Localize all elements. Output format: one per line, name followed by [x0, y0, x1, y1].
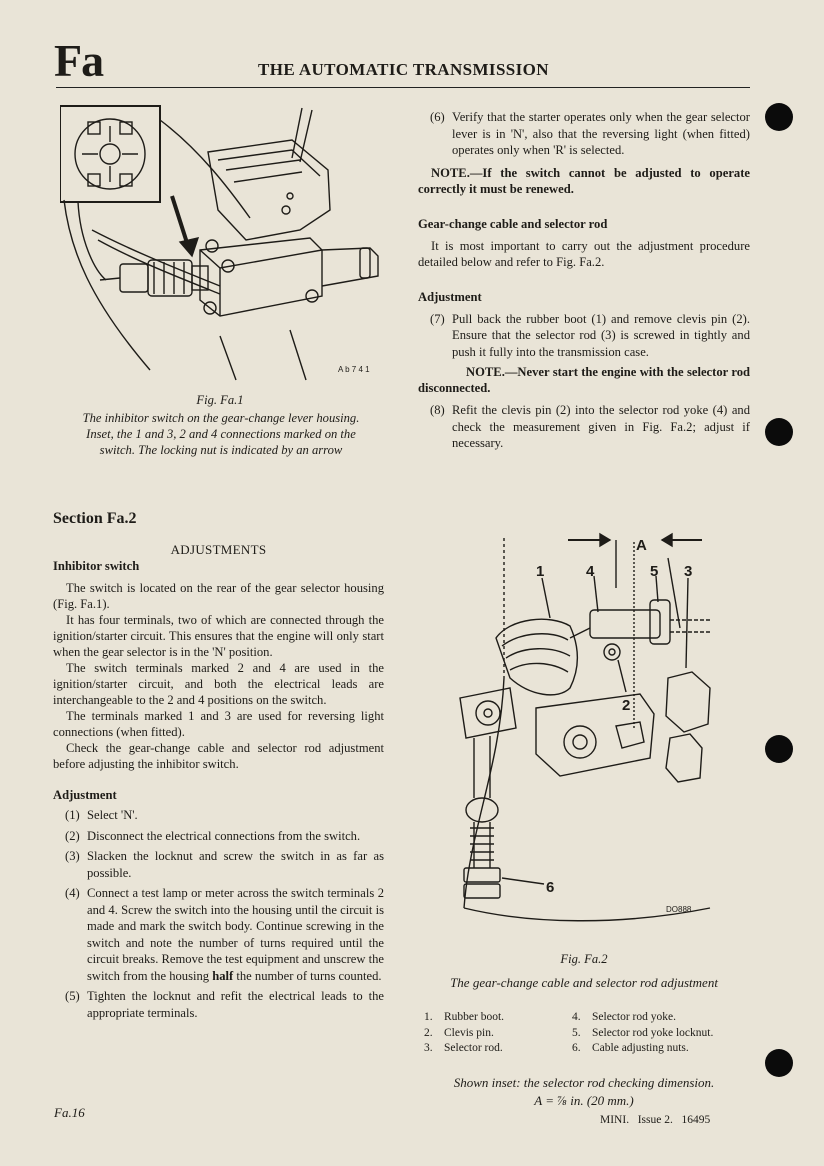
binder-hole-4 [765, 1049, 793, 1077]
step-text: Select 'N'. [87, 808, 138, 822]
step-text: Verify that the starter operates only when the gear selector lever is in 'N', also that the reversing light (when fitted) operates only when 'R' is selected. [452, 110, 750, 157]
figure-2-label: Fig. Fa.2 [560, 952, 608, 966]
step-number: (4) [65, 886, 80, 900]
page-number: Fa.16 [54, 1105, 85, 1120]
step-number: (6) [430, 110, 445, 124]
figure-2-illustration [440, 528, 720, 930]
callout-6: 6 [546, 879, 555, 896]
paragraph: Check the gear-change cable and selector rod adjustment before adjusting the inhibitor switch. [53, 741, 384, 771]
inset-note: Shown inset: the selector rod checking dimension. [453, 1075, 715, 1090]
emphasis-half: half [212, 968, 234, 983]
paragraph: It is most important to carry out the adjustment procedure detailed below and refer to Fig. Fa.2. [418, 238, 750, 269]
list-item [418, 311, 750, 361]
legend-number: 4. [572, 1011, 581, 1023]
figure-1-caption-line: switch. The locking nut is indicated by an arrow [99, 443, 343, 457]
figure-1-label: Fig. Fa.1 [196, 393, 244, 407]
paragraph: It has four terminals, two of which are connected through the ignition/starter circuit. This ensures that the engine will only start when the gear selector is in the 'N' position. [53, 613, 384, 659]
legend-number: 3. [424, 1042, 433, 1054]
binder-hole-1 [765, 103, 793, 131]
step-text: Refit the clevis pin (2) into the selector rod yoke (4) and check the measurement given in Fig. Fa.2; adjust if necessary. [452, 403, 750, 450]
list-item [65, 848, 384, 881]
step-number: (7) [430, 311, 445, 326]
paragraph: The switch terminals marked 2 and 4 are used in the ignition/starter circuit, and both the electrical leads are interchangeable to the 2 and 4 positions on the switch. [53, 661, 384, 707]
paragraph: The switch is located on the rear of the gear selector housing (Fig. Fa.1). [53, 581, 384, 611]
steps-list [53, 807, 384, 1021]
figure-2-legend [424, 1010, 754, 1057]
figure-1-caption-line: The inhibitor switch on the gear-change lever housing. [82, 411, 360, 425]
cable-heading: Gear-change cable and selector rod [418, 216, 608, 231]
legend-number: 6. [572, 1042, 581, 1054]
legend-text: Selector rod yoke locknut. [592, 1026, 714, 1039]
step-number: (2) [65, 828, 80, 843]
figure-1-caption-line: Inset, the 1 and 3, 2 and 4 connections marked on the [86, 427, 356, 441]
publication-info: MINI. Issue 2. 16495 [600, 1114, 711, 1126]
running-title: THE AUTOMATIC TRANSMISSION [258, 60, 549, 79]
section-tag: Fa [54, 35, 104, 86]
callout-2: 2 [622, 697, 631, 714]
adjustment-heading: Adjustment [418, 289, 482, 304]
callout-3: 3 [684, 563, 693, 580]
inset-dimension: A = ⅞ in. (20 mm.) [534, 1093, 634, 1108]
legend-number: 1. [424, 1011, 433, 1023]
step-text: Slacken the locknut and screw the switch in as far as possible. [87, 849, 384, 880]
header-rule [56, 87, 750, 88]
legend-item [572, 1026, 713, 1042]
figure-1-code: A b 7 4 1 [338, 365, 370, 374]
legend-item [572, 1041, 713, 1057]
list-item [418, 402, 750, 452]
legend-item [572, 1010, 713, 1026]
legend-text: Clevis pin. [444, 1026, 494, 1039]
step-text-part: Connect a test lamp or meter across the switch terminals 2 and 4. Screw the switch into the housing until the circuit is made and mark the switch body. Continue screwing in the switch and note the number of turns required until the circuit breaks. Remove the test equipment and unscrew the switch from the housing [87, 886, 384, 983]
step-text: Disconnect the electrical connections from the switch. [87, 828, 361, 843]
step-number: (3) [65, 849, 80, 863]
left-column [53, 510, 384, 1025]
inhibitor-switch-heading: Inhibitor switch [53, 559, 140, 573]
legend-text: Rubber boot. [444, 1011, 505, 1023]
legend-text: Selector rod yoke. [592, 1011, 676, 1023]
legend-item [424, 1010, 572, 1026]
adjustment-heading: Adjustment [53, 788, 117, 802]
figure-1-caption [56, 410, 386, 458]
step-text-part: the number of turns counted. [233, 968, 382, 983]
list-item [65, 807, 384, 824]
callout-4: 4 [586, 563, 595, 580]
legend-item [424, 1026, 572, 1042]
legend-text: Cable adjusting nuts. [592, 1042, 689, 1054]
step-number: (1) [65, 808, 80, 822]
step-text [87, 885, 384, 984]
section-heading: Section Fa.2 [53, 510, 137, 527]
right-column [418, 109, 750, 456]
figure-2-caption: The gear-change cable and selector rod adjustment [450, 975, 718, 990]
binder-hole-2 [765, 418, 793, 446]
step-number: (5) [65, 989, 80, 1003]
subsection-heading: ADJUSTMENTS [170, 542, 267, 557]
figure-1-illustration [60, 100, 390, 385]
legend-text: Selector rod. [444, 1042, 503, 1054]
legend-number: 2. [424, 1026, 433, 1039]
step-text: Tighten the locknut and refit the electrical leads to the appropriate terminals. [87, 989, 384, 1020]
list-item [65, 885, 384, 984]
callout-A: A [636, 537, 647, 554]
step-number: (8) [430, 403, 445, 417]
binder-hole-3 [765, 735, 793, 763]
list-item [65, 988, 384, 1021]
step-text: Pull back the rubber boot (1) and remove clevis pin (2). Ensure that the selector rod (3) is screwed in tightly and push it fully into the transmission case. [452, 311, 750, 359]
list-item [65, 828, 384, 845]
callout-1: 1 [536, 563, 545, 580]
legend-item [424, 1041, 572, 1057]
note-renew: NOTE.—If the switch cannot be adjusted to operate correctly it must be renewed. [418, 165, 750, 196]
note-never-start: NOTE.—Never start the engine with the selector rod disconnected. [418, 365, 750, 395]
callout-5: 5 [650, 563, 659, 580]
paragraph: The terminals marked 1 and 3 are used for reversing light connections (when fitted). [53, 709, 384, 739]
list-item [418, 109, 750, 159]
figure-2-code: DO888 [666, 905, 692, 914]
legend-number: 5. [572, 1026, 581, 1039]
